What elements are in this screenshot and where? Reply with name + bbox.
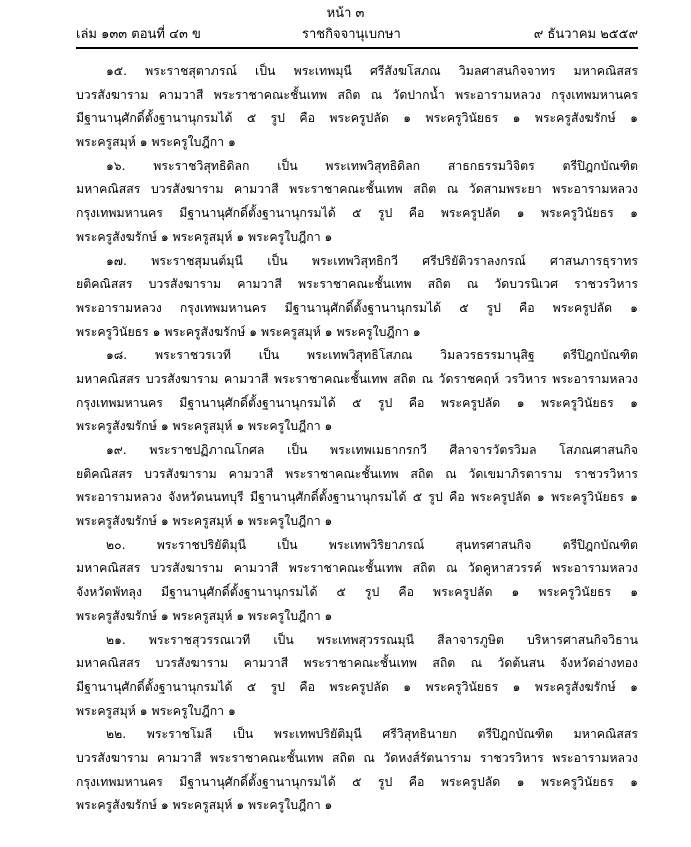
volume-issue: เล่ม ๑๓๓ ตอนที่ ๔๓ ข xyxy=(76,27,201,42)
entry-text-line: พระครูสมุห์ ๑ พระครูใบฎีกา ๑ xyxy=(76,703,236,718)
appointment-entry xyxy=(76,155,638,250)
entry-text-line: พระครูสังฆรักษ์ ๑ พระครูสมุห์ ๑ พระครูใบฎีกา ๑ xyxy=(76,514,333,529)
entry-text-line: มีฐานานุศักดิ์ตั้งฐานานุกรมได้ ๕ รูป คือ พระครูปลัด ๑ พระครูวินัยธร ๑ พระครูสังฆรักษ์ ๑ xyxy=(76,679,638,694)
appointment-entry xyxy=(76,439,638,534)
appointment-entry xyxy=(76,534,638,629)
entry-text-line: ๑๙. พระราชปฏิภาณโกศล เป็น พระเทพเมธากรกวี ศีลาจารวัตรวิมล โสภณศาสนกิจ xyxy=(106,443,638,457)
entry-text-line: ๑๘. พระราชวรเวที เป็น พระเทพวิสุทธิโสภณ วิมลวรธรรมานุสิฐ ตรีปิฎกบัณฑิต xyxy=(106,348,638,363)
appointment-entry xyxy=(76,344,638,439)
entry-text-line: พระครูสังฆรักษ์ ๑ พระครูสมุห์ ๑ พระครูใบฎีกา ๑ xyxy=(76,798,333,813)
entry-text-line: พระครูสังฆรักษ์ ๑ พระครูสมุห์ ๑ พระครูใบฎีกา ๑ xyxy=(76,608,333,623)
entry-text-line: ๒๐. พระราชปริยัติมุนี เป็น พระเทพวิริยาภรณ์ สุนทรศาสนกิจ ตรีปิฎกบัณฑิต xyxy=(106,537,638,552)
entry-text-line: มีฐานานุศักดิ์ตั้งฐานานุกรมได้ ๕ รูป คือ พระครูปลัด ๑ พระครูวินัยธร ๑ พระครูสังฆรักษ์ ๑ xyxy=(76,111,638,126)
entry-text-line: พระครูสังฆรักษ์ ๑ พระครูสมุห์ ๑ พระครูใบฎีกา ๑ xyxy=(76,229,333,244)
entry-text-line: จังหวัดพัทลุง มีฐานานุศักดิ์ตั้งฐานานุกรมได้ ๕ รูป คือ พระครูปลัด ๑ พระครูวินัยธร ๑ xyxy=(76,585,638,600)
entry-text-line: กรุงเทพมหานคร มีฐานานุศักดิ์ตั้งฐานานุกรมได้ ๕ รูป คือ พระครูปลัด ๑ พระครูวินัยธร ๑ xyxy=(76,395,638,410)
entry-text-line: ๒๒. พระราชโมลี เป็น พระเทพปริยัติมุนี ศรีวิสุทธินายก ตรีปิฎกบัณฑิต มหาคณิสสร xyxy=(106,727,638,742)
entry-text-line: กรุงเทพมหานคร มีฐานานุศักดิ์ตั้งฐานานุกรมได้ ๕ รูป คือ พระครูปลัด ๑ พระครูวินัยธร ๑ xyxy=(76,774,638,789)
entry-text-line: มหาคณิสสร บวรสังฆาราม คามวาสี พระราชาคณะชั้นเทพ สถิต ณ วัดสามพระยา พระอารามหลวง xyxy=(76,182,638,197)
entry-text-line: ยติคณิสสร บวรสังฆาราม คามวาสี พระราชาคณะชั้นเทพ สถิต ณ วัดเขมาภิรตาราม ราชวรวิหาร xyxy=(76,466,638,481)
entry-text-line: พระอารามหลวง จังหวัดนนทบุรี มีฐานานุศักดิ์ตั้งฐานานุกรมได้ ๕ รูป คือ พระครูปลัด ๑ พระครูวินัยธร ๑ xyxy=(76,490,638,505)
entry-text-line: ๑๖. พระราชวิสุทธิดิลก เป็น พระเทพวิสุทธิดิลก สาธกธรรมวิจิตร ตรีปิฎกบัณฑิต xyxy=(106,158,638,173)
appointment-entry xyxy=(76,629,638,724)
entry-text-line: บวรสังฆาราม คามวาสี พระราชาคณะชั้นเทพ สถิต ณ วัดหงส์รัตนาราม ราชวรวิหาร พระอารามหลวง xyxy=(76,750,638,765)
entry-text-line: พระอารามหลวง กรุงเทพมหานคร มีฐานานุศักดิ์ตั้งฐานานุกรมได้ ๕ รูป คือ พระครูปลัด ๑ xyxy=(76,300,638,315)
entry-text-line: พระครูสังฆรักษ์ ๑ พระครูสมุห์ ๑ พระครูใบฎีกา ๑ xyxy=(76,419,333,434)
entry-text-line: ยติคณิสสร บวรสังฆาราม คามวาสี พระราชาคณะชั้นเทพ สถิต ณ วัดบวรนิเวศ ราชวรวิหาร xyxy=(76,277,638,292)
entry-text-line: กรุงเทพมหานคร มีฐานานุศักดิ์ตั้งฐานานุกรมได้ ๕ รูป คือ พระครูปลัด ๑ พระครูวินัยธร ๑ xyxy=(76,206,638,221)
appointment-entry xyxy=(76,723,638,818)
entry-text-line: มหาคณิสสร บวรสังฆาราม คามวาสี พระราชาคณะชั้นเทพ สถิต ณ วัดราชคฤห์ วรวิหาร พระอารามหลวง xyxy=(76,371,638,386)
entry-text-line: ๑๕. พระราชสุตาภรณ์ เป็น พระเทพมุนี ศรีสังฆโสภณ วิมลศาสนกิจจาทร มหาคณิสสร xyxy=(106,64,638,78)
publication-date: ๙ ธันวาคม ๒๕๕๙ xyxy=(533,27,638,42)
entry-text-line: ๒๑. พระราชสุวรรณเวที เป็น พระเทพสุวรรณมุนี สีลาจารภูษิต บริหารศาสนกิจวิธาน xyxy=(106,632,638,647)
entry-text-line: มหาคณิสสร บวรสังฆาราม คามวาสี พระราชาคณะชั้นเทพ สถิต ณ วัดต้นสน จังหวัดอ่างทอง xyxy=(76,656,638,671)
entry-text-line: พระครูวินัยธร ๑ พระครูสังฆรักษ์ ๑ พระครูสมุห์ ๑ พระครูใบฎีกา ๑ xyxy=(76,324,421,339)
gazette-header xyxy=(76,26,638,44)
gazette-title: ราชกิจจานุเบกษา xyxy=(302,27,401,42)
header-divider xyxy=(76,47,638,49)
appointment-entry xyxy=(76,60,638,155)
entry-text-line: ๑๗. พระราชสุมนต์มุนี เป็น พระเทพวิสุทธิกวี ศรีปริยัติวราลงกรณ์ ศาสนภารธุราทร xyxy=(106,253,638,268)
entry-text-line: บวรสังฆาราม คามวาสี พระราชาคณะชั้นเทพ สถิต ณ วัดปากน้ำ พระอารามหลวง กรุงเทพมหานคร xyxy=(76,87,638,102)
document-body xyxy=(76,60,638,818)
appointment-entry xyxy=(76,250,638,345)
page-number: หน้า ๓ xyxy=(326,6,365,21)
entry-text-line: มหาคณิสสร บวรสังฆาราม คามวาสี พระราชาคณะชั้นเทพ สถิต ณ วัดคูหาสวรรค์ พระอารามหลวง xyxy=(76,561,638,576)
entry-text-line: พระครูสมุห์ ๑ พระครูใบฎีกา ๑ xyxy=(76,135,236,150)
